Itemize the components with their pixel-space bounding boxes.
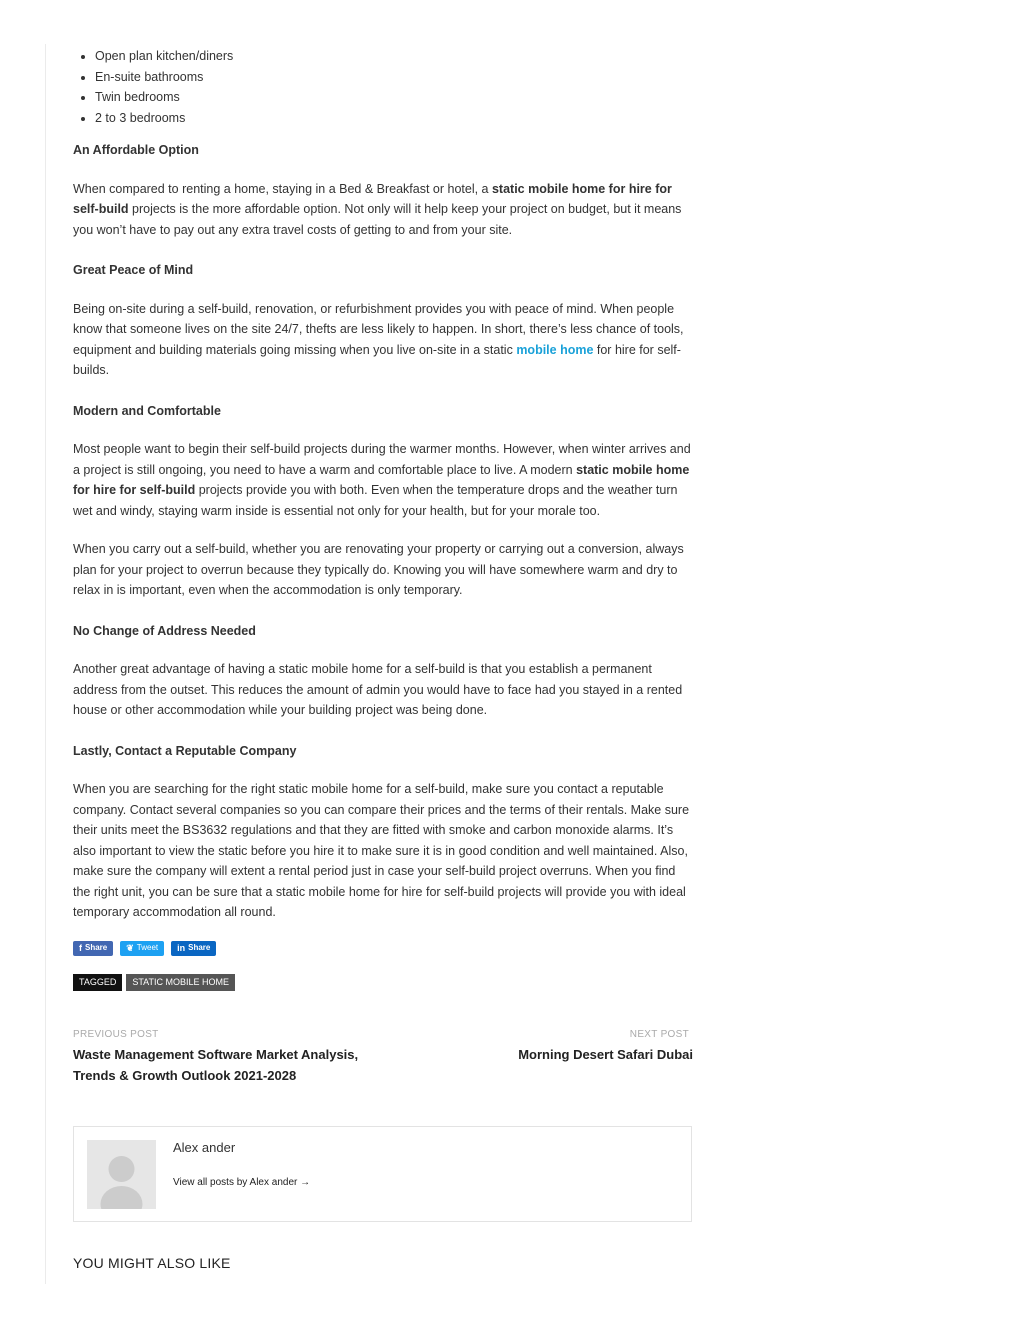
next-post-label: NEXT POST	[629, 1029, 689, 1040]
heading-peace: Great Peace of Mind	[73, 263, 194, 277]
tag-static-mobile-home[interactable]: STATIC MOBILE HOME	[126, 974, 235, 991]
heading-contact: Lastly, Contact a Reputable Company	[73, 743, 297, 758]
tags-bar	[73, 974, 235, 991]
next-post-title[interactable]: Morning Desert Safari Dubai	[518, 1047, 693, 1062]
facebook-share-button[interactable]: f Share	[73, 941, 113, 956]
article-body	[73, 46, 693, 956]
previous-post-title[interactable]: Waste Management Software Market Analysis, Trends & Growth Outlook 2021-2028	[73, 1047, 359, 1083]
list-item: • En-suite bathrooms	[95, 67, 693, 88]
view-all-posts-link[interactable]: View all posts by Alex ander →	[173, 1177, 311, 1188]
next-post[interactable]	[393, 1028, 693, 1066]
author-name[interactable]: Alex ander	[173, 1140, 236, 1155]
paragraph-modern-2: When you carry out a self-build, whether you are renovating your property or carrying out a conversion, always plan for your project to overrun because they typically do. Knowing you will have somewhere warm and dry to relax in is important, even when the accommodation is only temporary.	[73, 542, 684, 597]
list-item: • Open plan kitchen/diners	[95, 46, 693, 67]
default-avatar-icon	[87, 1140, 156, 1209]
paragraph-affordable: When compared to renting a home, staying in a Bed & Breakfast or hotel, a static mobile home for hire for self-build projects is the more affordable option. Not only will it help keep your project on budget, but it means you won’t have to pay out any extra travel costs of getting to and from your site.	[73, 181, 682, 237]
previous-post[interactable]	[73, 1028, 373, 1086]
author-box	[73, 1126, 692, 1222]
previous-post-label: PREVIOUS POST	[73, 1029, 159, 1040]
feature-list	[73, 46, 693, 128]
also-like-heading: YOU MIGHT ALSO LIKE	[73, 1255, 231, 1271]
linkedin-share-button[interactable]: in Share	[171, 941, 216, 956]
heading-modern: Modern and Comfortable	[73, 403, 221, 418]
paragraph-contact: When you are searching for the right static mobile home for a self-build, make sure you contact a reputable company. Contact several companies so you can compare their prices and the terms of their rentals. Make sure their units meet the BS3632 regulations and that they are fitted with smoke and carbon monoxide alarms. It’s also important to view the static before you hire it to make sure it is in good condition and well maintained. Also, make sure the company will extent a rental period just in case your self-build project overruns. When you find the right unit, you can be sure that a static mobile home for hire for self-build projects will provide you with ideal temporary accommodation all round.	[73, 782, 690, 919]
paragraph-address: Another great advantage of having a static mobile home for a self-build is that you establish a permanent address from the outset. This reduces the amount of admin you would have to face had you stayed in a rented house or other accommodation while your building project was being done.	[73, 662, 683, 717]
left-divider	[45, 44, 46, 1284]
share-buttons	[73, 941, 693, 956]
twitter-icon: ❦	[126, 942, 134, 953]
tagged-label: TAGGED	[73, 974, 122, 991]
heading-address: No Change of Address Needed	[73, 623, 256, 638]
list-item: • 2 to 3 bedrooms	[95, 108, 693, 129]
paragraph-modern: Most people want to begin their self-build projects during the warmer months. However, when winter arrives and a project is still ongoing, you need to have a warm and comfortable place to live. A modern static mobile home for hire for self-build projects provide you with both. Even when the temperature drops and the weather turn wet and windy, staying warm inside is essential not only for your health, but for your morale too.	[73, 442, 691, 518]
linkedin-icon: in	[177, 942, 186, 953]
twitter-tweet-button[interactable]: ❦ Tweet	[120, 941, 164, 956]
facebook-icon: f	[79, 942, 82, 953]
paragraph-peace: Being on-site during a self-build, renovation, or refurbishment provides you with peace of mind. When people know that someone lives on the site 24/7, thefts are less likely to happen. In short, there’s less chance of tools, equipment and building materials going missing when you live on-site in a static mobile home for hire for self-builds.	[73, 301, 684, 377]
avatar	[87, 1140, 156, 1209]
list-item: • Twin bedrooms	[95, 87, 693, 108]
mobile-home-link[interactable]: mobile home	[516, 342, 594, 357]
heading-affordable: An Affordable Option	[73, 143, 199, 157]
